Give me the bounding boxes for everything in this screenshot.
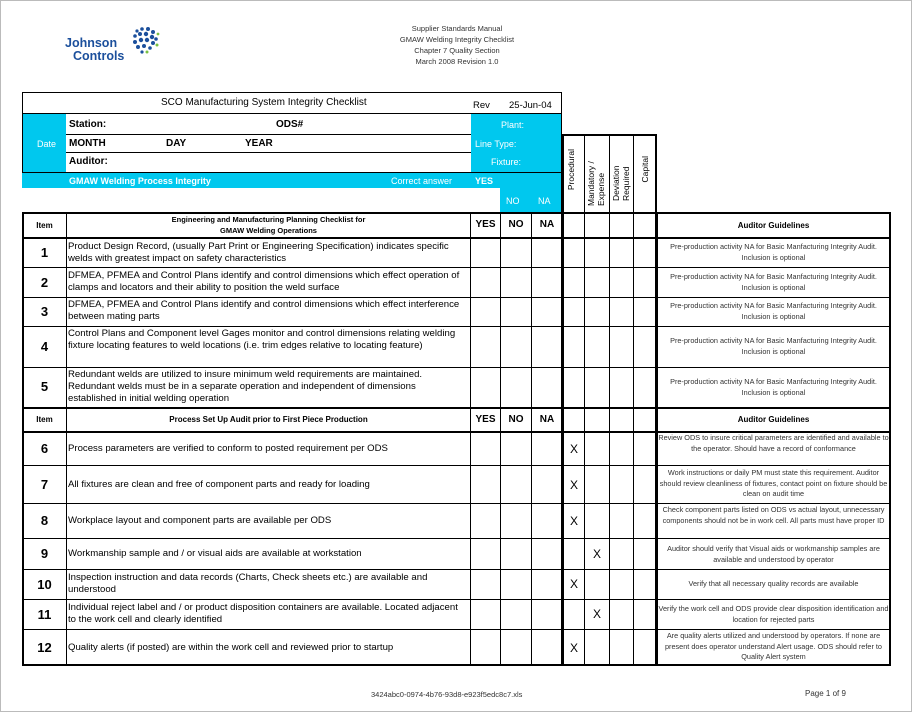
- divider: [22, 599, 891, 600]
- process-title: GMAW Welding Process Integrity: [69, 176, 211, 186]
- category-columns: [562, 212, 657, 666]
- auditor-guideline: Are quality alerts utilized and understood by operators. If none are present does operator understand Alert usage. ODS should refer to Quality Alert system: [664, 631, 882, 661]
- no-label: NO: [506, 196, 520, 206]
- procedural-mark: X: [569, 442, 578, 456]
- divider: [22, 172, 562, 173]
- footer-filename: 3424abc0-0974-4b76-93d8-e923f5edc8c7.xls: [371, 690, 523, 699]
- item-description: Quality alerts (if posted) are within the work cell and reviewed prior to startup: [68, 642, 394, 653]
- procedural-mark: X: [569, 514, 578, 528]
- item-description: Individual reject label and / or product disposition containers are available. Located adjacent to the work cell and clearly identified: [68, 602, 458, 626]
- divider: [22, 503, 891, 504]
- year-label: YEAR: [245, 138, 273, 149]
- date-label: Date: [37, 139, 57, 149]
- guidelines-header: Auditor Guidelines: [737, 415, 810, 424]
- auditor-label: Auditor:: [69, 156, 108, 167]
- checklist-title: SCO Manufacturing System Integrity Checklist: [161, 97, 367, 108]
- yes-header: YES: [475, 219, 496, 230]
- item-number: 12: [37, 640, 52, 655]
- divider: [22, 297, 891, 298]
- deviation-required-header: Deviation Required: [611, 165, 631, 201]
- item-number: 3: [40, 304, 49, 319]
- na-label: NA: [538, 196, 551, 206]
- divider: [22, 569, 891, 570]
- section2-title: Process Set Up Audit prior to First Piece Production: [169, 415, 368, 424]
- item-number: 4: [40, 339, 49, 354]
- mandatory-mark: X: [592, 547, 601, 561]
- na-header: NA: [539, 414, 555, 425]
- item-description: Control Plans and Component level Gages monitor and control dimensions relating welding fixture locating features to weld locations (i.e. trim edges relative to locating feature): [68, 328, 456, 352]
- capital-header: Capital: [640, 156, 650, 183]
- logo-globe-icon: [129, 25, 161, 57]
- day-label: DAY: [166, 138, 187, 149]
- item-description: DFMEA, PFMEA and Control Plans identify and control dimensions which effect interference between mating parts: [68, 299, 460, 323]
- item-number: 5: [40, 379, 49, 394]
- divider: [66, 152, 471, 153]
- fixture-label: Fixture:: [491, 157, 522, 167]
- divider: [500, 212, 501, 666]
- item-number: 10: [37, 577, 52, 592]
- rev-label: Rev: [473, 100, 490, 111]
- line-type-label: Line Type:: [475, 139, 517, 149]
- item-description: Redundant welds are utilized to insure minimum weld requirements are maintained. Redundant welds must be in a separate operation and independent of dimensions established in initial welding operation: [68, 369, 423, 405]
- company-logo: [65, 37, 124, 63]
- item-number: 9: [40, 546, 49, 561]
- item-description: Workplace layout and component parts are available per ODS: [68, 515, 332, 526]
- auditor-guideline: Pre-production activity NA for Basic Manfacturing Integrity Audit. Inclusion is optional: [670, 272, 877, 292]
- item-description: DFMEA, PFMEA and Control Plans identify and control dimensions which effect operation of clamps and locators and their ability to position the weld surface: [68, 270, 460, 294]
- auditor-guideline: Auditor should verify that Visual aids or workmanship samples are available and understood by operator: [667, 544, 880, 564]
- no-header: NO: [508, 219, 524, 230]
- item-number: 7: [40, 477, 49, 492]
- mandatory-expense-header: Mandatory / Expense: [586, 161, 606, 206]
- item-description: Workmanship sample and / or visual aids are available at workstation: [68, 548, 362, 559]
- divider: [22, 237, 891, 239]
- divider: [22, 465, 891, 466]
- plant-label: Plant:: [501, 120, 525, 130]
- correct-answer-yes: YES: [475, 176, 494, 186]
- mandatory-mark: X: [592, 607, 601, 621]
- auditor-guideline: Work instructions or daily PM must state this requirement. Auditor should review cleanliness of fixtures, contact point on fixture should be clean on audit time: [659, 468, 888, 498]
- item-description: Process parameters are verified to conform to posted requirement per ODS: [68, 443, 388, 454]
- auditor-guideline: Check component parts listed on ODS vs actual layout, unnecessary components should not be in work cell. All parts must have proper ID: [662, 505, 885, 525]
- divider: [22, 538, 891, 539]
- header-line: Supplier Standards Manual: [411, 24, 503, 33]
- auditor-guideline: Verify that all necessary quality records are available: [688, 579, 859, 588]
- item-description: All fixtures are clean and free of component parts and ready for loading: [68, 479, 370, 490]
- item-number: 2: [40, 275, 49, 290]
- no-header: NO: [508, 414, 524, 425]
- auditor-guideline: Pre-production activity NA for Basic Manfacturing Integrity Audit. Inclusion is optional: [670, 242, 877, 262]
- header-line: March 2008 Revision 1.0: [415, 57, 499, 66]
- ods-label: ODS#: [276, 119, 304, 130]
- section1-title: [67, 214, 470, 236]
- guidelines-header: Auditor Guidelines: [737, 221, 810, 230]
- month-label: MONTH: [69, 138, 106, 149]
- document-header: [371, 23, 543, 67]
- item-header: Item: [36, 415, 53, 424]
- divider: [22, 407, 891, 409]
- auditor-guideline: Verify the work cell and ODS provide clear disposition identification and location for rejected parts: [658, 604, 889, 624]
- header-line: Chapter 7 Quality Section: [414, 46, 500, 55]
- item-number: 6: [40, 441, 49, 456]
- procedural-mark: X: [569, 478, 578, 492]
- logo-line2: Controls: [73, 49, 125, 63]
- divider: [22, 114, 23, 172]
- item-number: 8: [40, 513, 49, 528]
- item-number: 1: [40, 245, 49, 260]
- rev-date: 25-Jun-04: [509, 100, 552, 111]
- divider: [66, 212, 67, 666]
- footer-page-number: Page 1 of 9: [805, 689, 846, 698]
- section1-title-line2: GMAW Welding Operations: [220, 226, 317, 235]
- divider: [66, 134, 471, 135]
- na-header: NA: [539, 219, 555, 230]
- auditor-guideline: Review ODS to insure critical parameters are identified and available to the operator. Should have a record of conformance: [658, 433, 889, 453]
- procedural-header: Procedural: [566, 149, 576, 191]
- divider: [22, 267, 891, 268]
- divider: [470, 212, 471, 666]
- divider: [22, 326, 891, 327]
- auditor-guideline: Pre-production activity NA for Basic Manfacturing Integrity Audit. Inclusion is optional: [670, 301, 877, 321]
- procedural-mark: X: [569, 577, 578, 591]
- divider: [22, 367, 891, 368]
- item-header: Item: [36, 221, 53, 230]
- divider: [22, 629, 891, 630]
- auditor-guideline: Pre-production activity NA for Basic Manfacturing Integrity Audit. Inclusion is optional: [670, 377, 877, 397]
- procedural-mark: X: [569, 641, 578, 655]
- logo-line1: Johnson: [65, 36, 118, 50]
- section1-title-line1: Engineering and Manufacturing Planning Checklist for: [171, 215, 366, 224]
- header-line: GMAW Welding Integrity Checklist: [399, 35, 515, 44]
- item-description: Inspection instruction and data records (Charts, Check sheets etc.) are available and understood: [68, 572, 428, 596]
- station-label: Station:: [69, 119, 107, 130]
- yes-header: YES: [475, 414, 496, 425]
- auditor-guideline: Pre-production activity NA for Basic Manfacturing Integrity Audit. Inclusion is optional: [670, 336, 877, 356]
- item-number: 11: [37, 607, 52, 622]
- item-description: Product Design Record, (usually Part Print or Engineering Specification) indicates specific welds with greatest impact on safety characteristics: [68, 241, 449, 265]
- correct-answer-label: Correct answer: [391, 176, 453, 186]
- divider: [531, 212, 532, 666]
